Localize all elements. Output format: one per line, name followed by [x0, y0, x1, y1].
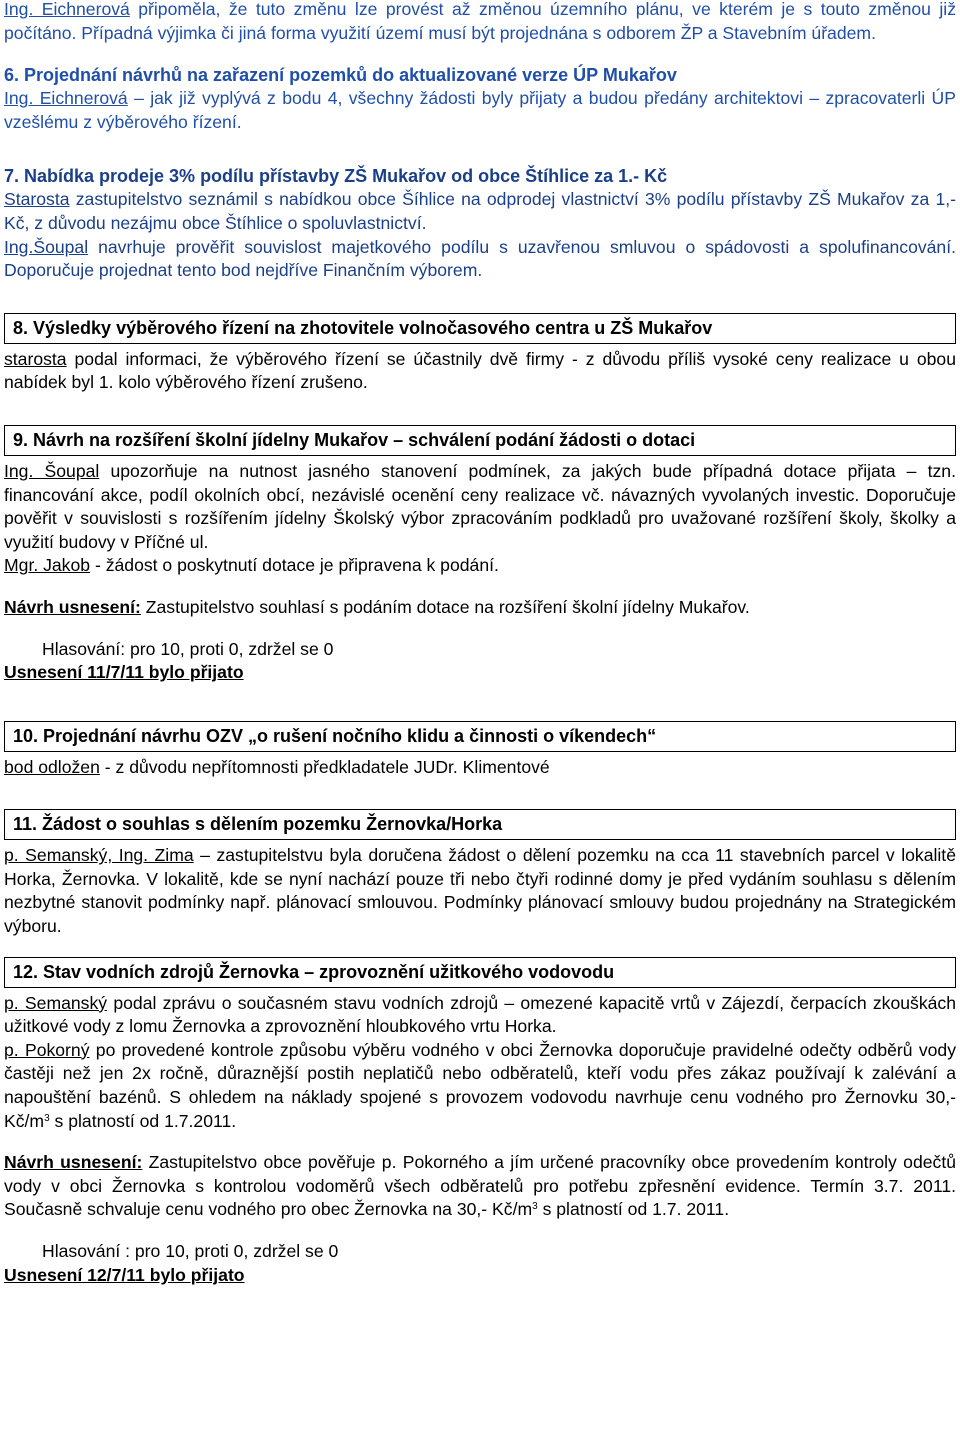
person-name: Ing. Eichnerová [4, 0, 130, 19]
section-9-paragraph-1 [4, 460, 956, 554]
section-6-paragraph [4, 87, 956, 134]
document-page [4, 0, 956, 1287]
section-8-heading: 8. Výsledky výběrového řízení na zhotovitele volnočasového centra u ZŠ Mukařov [4, 313, 956, 344]
section-10-paragraph [4, 756, 956, 780]
section-9-paragraph-2 [4, 554, 956, 578]
section-10-heading: 10. Projednání návrhu OZV „o rušení nočního klidu a činnosti o víkendech“ [4, 721, 956, 752]
person-name: p. Pokorný [4, 1039, 90, 1060]
proposal-text: s platností od 1.7. 2011. [537, 1199, 730, 1220]
section-12-resolution: Usnesení 12/7/11 bylo přijato [4, 1264, 245, 1285]
status-text: bod odložen [4, 756, 100, 777]
person-name: Ing. Eichnerová [4, 88, 128, 109]
paragraph-text: navrhuje prověřit souvislost majetkového podílu s uzavřenou smluvou o spádovosti a spolufinancování. Doporučuje projednat tento bod nejdříve Finančním výborem. [4, 236, 956, 281]
person-name: Ing. Šoupal [4, 460, 100, 481]
paragraph-text: zastupitelstvo seznámil s nabídkou obce Šíhlice na odprodej vlastnictví 3% podílu přístavby ZŠ Mukařov za 1,- Kč, z důvodu nezájmu obce Štíhlice o spoluvlastnictví. [4, 189, 956, 233]
paragraph-text: – jak již vyplývá z bodu 4, všechny žádosti byly přijaty a budou předány architektovi – zpracovaterli ÚP vzešlému z výběrového řízení. [4, 88, 957, 132]
proposal-label: Návrh usnesení: [4, 596, 141, 617]
proposal-label: Návrh usnesení: [4, 1152, 143, 1173]
paragraph-text: podal zprávu o současném stavu vodních zdrojů – omezené kapacitě vrtů v Zájezdí, čerpacích zkouškách užitkové vody z lomu Žernovka a zprovoznění hloubkového vrtu Horka. [4, 992, 956, 1037]
section-7-paragraph-1 [4, 188, 956, 235]
section-8-paragraph [4, 348, 956, 395]
paragraph-text: s platností od 1.7.2011. [49, 1110, 237, 1131]
proposal-text: Zastupitelstvo obce pověřuje p. Pokorného a jím určené pracovníky obce provedením kontroly odečtů vody v obci Žernovka s kontrolou vodoměrů všech odběratelů pro potřebu zpřesnění evidence. Termín 3.7. 2011. Současně schvaluje cenu vodného pro obec Žernovka na 30,- Kč/m [4, 1152, 956, 1220]
paragraph-text: připoměla, že tuto změnu lze provést až změnou územního plánu, ve kterém je s touto změnou již počítáno. Případná výjimka či jiná forma využití území musí být projednána s odborem ŽP a Stavebním úřadem. [4, 0, 956, 43]
person-name: starosta [4, 348, 67, 369]
paragraph-text: po provedené kontrole způsobu výběru vodného v obci Žernovka doporučuje pravidelné odečty odběrů vody častěji než jen 2x ročně, důraznější postih neplatičů nebo odběratelů, kteří vodu přes zákaz používají k zalévání a napouštění bazénů. S ohledem na náklady spojené s provozem vodovodu navrhuje cenu vodného pro Žernovku 30,- Kč/m [4, 1039, 956, 1131]
person-name: Ing.Šoupal [4, 236, 89, 257]
section-11-heading: 11. Žádost o souhlas s dělením pozemku Žernovka/Horka [4, 809, 956, 840]
paragraph-text: – zastupitelstvu byla doručena žádost o dělení pozemku na cca 11 stavebních parcel v lokalitě Horka, Žernovka. V lokalitě, kde se nyní nachází pouze tři nebo čtyři rodinné domy je před vydáním souhlasu s dělením nezbytné stanovit podmínky např. plánovací smlouvou. Podmínky plánovací smlouvy budou projednány na Strategickém výboru. [4, 845, 956, 937]
section-12-vote: Hlasování : pro 10, proti 0, zdržel se 0 [42, 1241, 339, 1261]
person-name: p. Semanský [4, 992, 108, 1013]
paragraph-text: - z důvodu nepřítomnosti předkladatele JUDr. Klimentové [99, 756, 550, 777]
person-name: Starosta [4, 189, 70, 210]
superscript: 3 [532, 1201, 538, 1213]
section-7-paragraph-2 [4, 236, 956, 283]
section-9-resolution: Usnesení 11/7/11 bylo přijato [4, 662, 244, 683]
section-9-proposal [4, 596, 956, 620]
section-12-proposal [4, 1151, 956, 1222]
superscript: 3 [44, 1112, 50, 1124]
section-12-heading: 12. Stav vodních zdrojů Žernovka – zprovoznění užitkového vodovodu [4, 957, 956, 988]
paragraph-text: podal informaci, že výběrového řízení se účastnily dvě firmy - z důvodu příliš vysoké ceny realizace u obou nabídek byl 1. kolo výběrového řízení zrušeno. [4, 348, 956, 393]
intro-paragraph [4, 0, 956, 45]
section-12-paragraph-1 [4, 992, 956, 1039]
section-11-paragraph [4, 844, 956, 938]
paragraph-text: upozorňuje na nutnost jasného stanovení podmínek, za jakých bude případná dotace přijata – tzn. financování akce, podíl okolních obcí, nezávislé ocenění ceny realizace vč. návazných vyvolaných investic. Doporučuje pověřit v souvislosti s rozšířením jídelny Školský výbor zpracováním podkladů pro uvažované rozšíření školy, školky a využití budovy v Příčné ul. [4, 460, 956, 552]
section-9-heading: 9. Návrh na rozšíření školní jídelny Mukařov – schválení podání žádosti o dotaci [4, 425, 956, 456]
section-9-vote: Hlasování: pro 10, proti 0, zdržel se 0 [42, 638, 334, 659]
section-7-heading: 7. Nabídka prodeje 3% podílu přístavby ZŠ Mukařov od obce Štíhlice za 1.- Kč [4, 166, 668, 187]
proposal-text: Zastupitelstvo souhlasí s podáním dotace na rozšíření školní jídelny Mukařov. [140, 596, 750, 617]
section-12-paragraph-2 [4, 1039, 956, 1133]
paragraph-text: - žádost o poskytnutí dotace je připravena k podání. [90, 555, 499, 576]
person-name: p. Semanský, Ing. Zima [4, 845, 194, 866]
person-name: Mgr. Jakob [4, 555, 91, 576]
section-6-heading: 6. Projednání návrhů na zařazení pozemků do aktualizované verze ÚP Mukařov [4, 65, 677, 86]
